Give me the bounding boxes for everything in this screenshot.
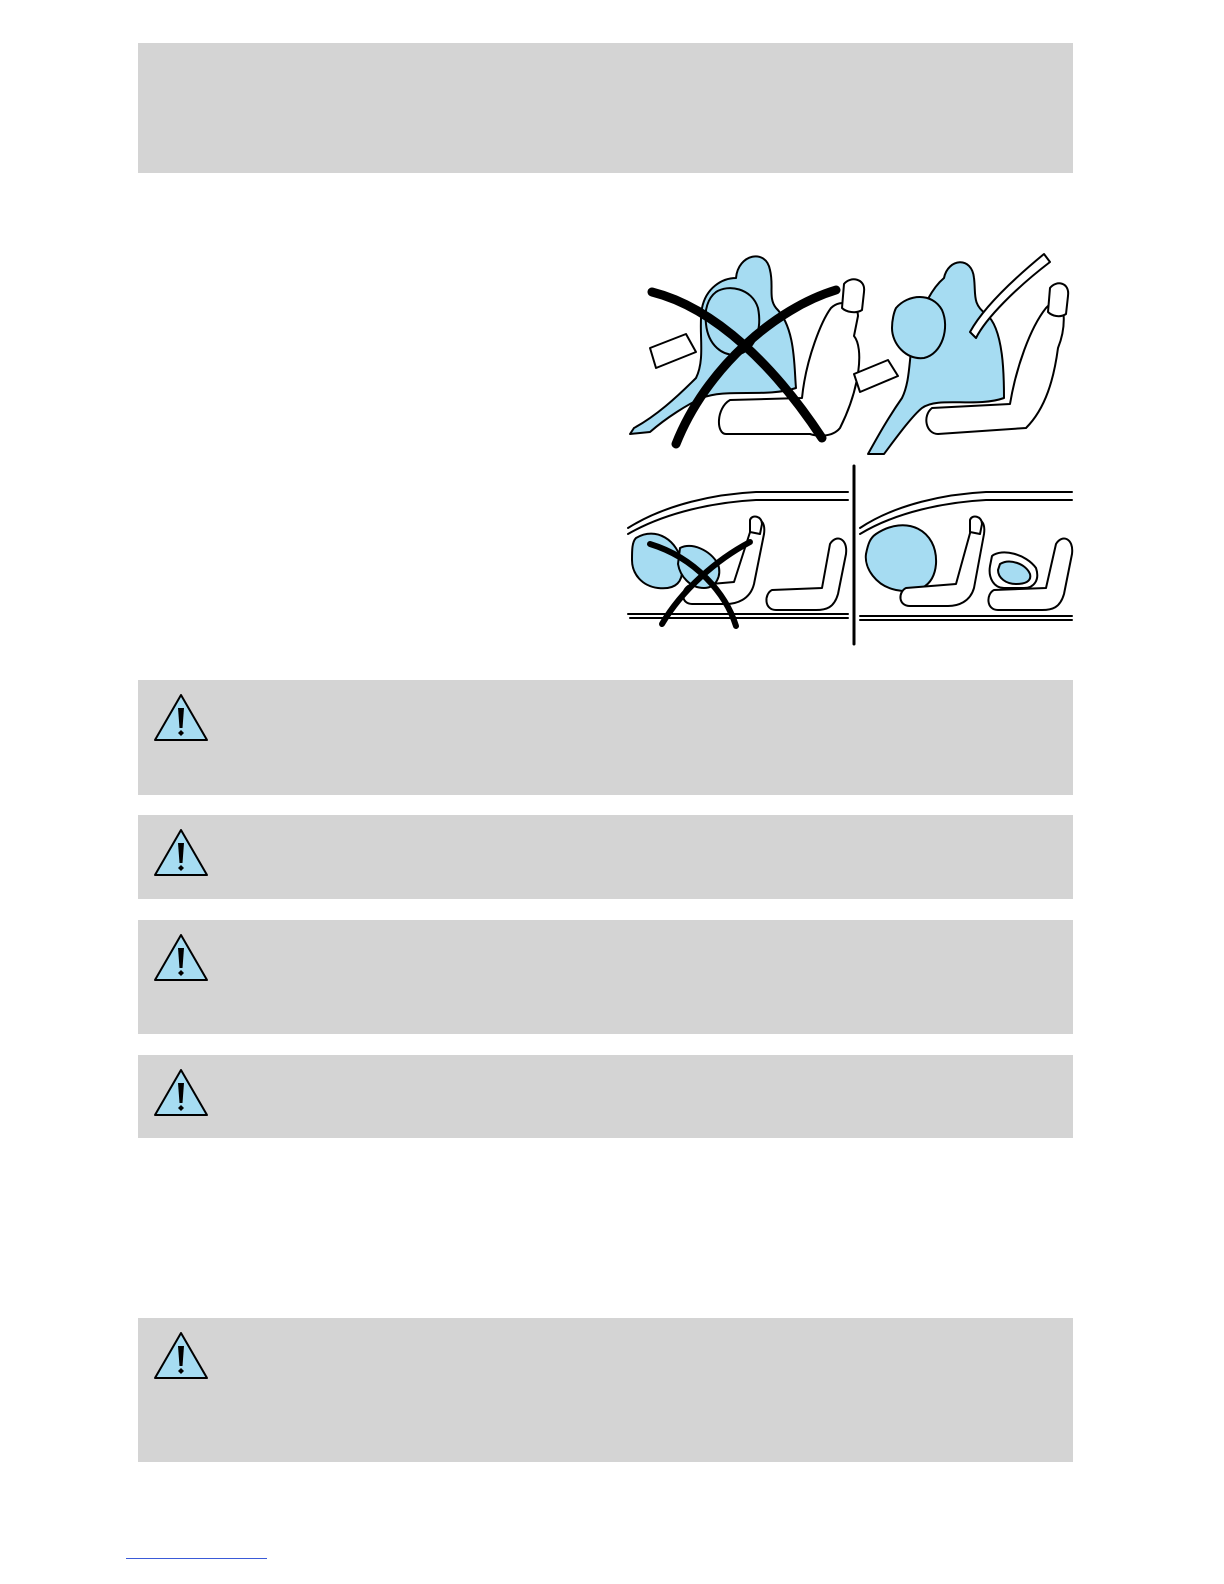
page-header-band	[138, 43, 1073, 173]
warning-triangle-icon	[152, 827, 210, 879]
footer-link-underline[interactable]	[126, 1558, 267, 1559]
warning-triangle-icon	[152, 692, 210, 744]
warning-triangle-icon	[152, 1330, 210, 1382]
warning-triangle-icon	[152, 1067, 210, 1119]
warning-box	[138, 920, 1073, 1034]
warning-box	[138, 815, 1073, 899]
warning-box	[138, 1055, 1073, 1138]
warning-triangle-icon	[152, 932, 210, 984]
warning-box	[138, 1318, 1073, 1462]
child-seat-position-illustration	[626, 464, 1074, 646]
warning-box	[138, 680, 1073, 795]
seating-position-illustration	[626, 248, 1074, 460]
